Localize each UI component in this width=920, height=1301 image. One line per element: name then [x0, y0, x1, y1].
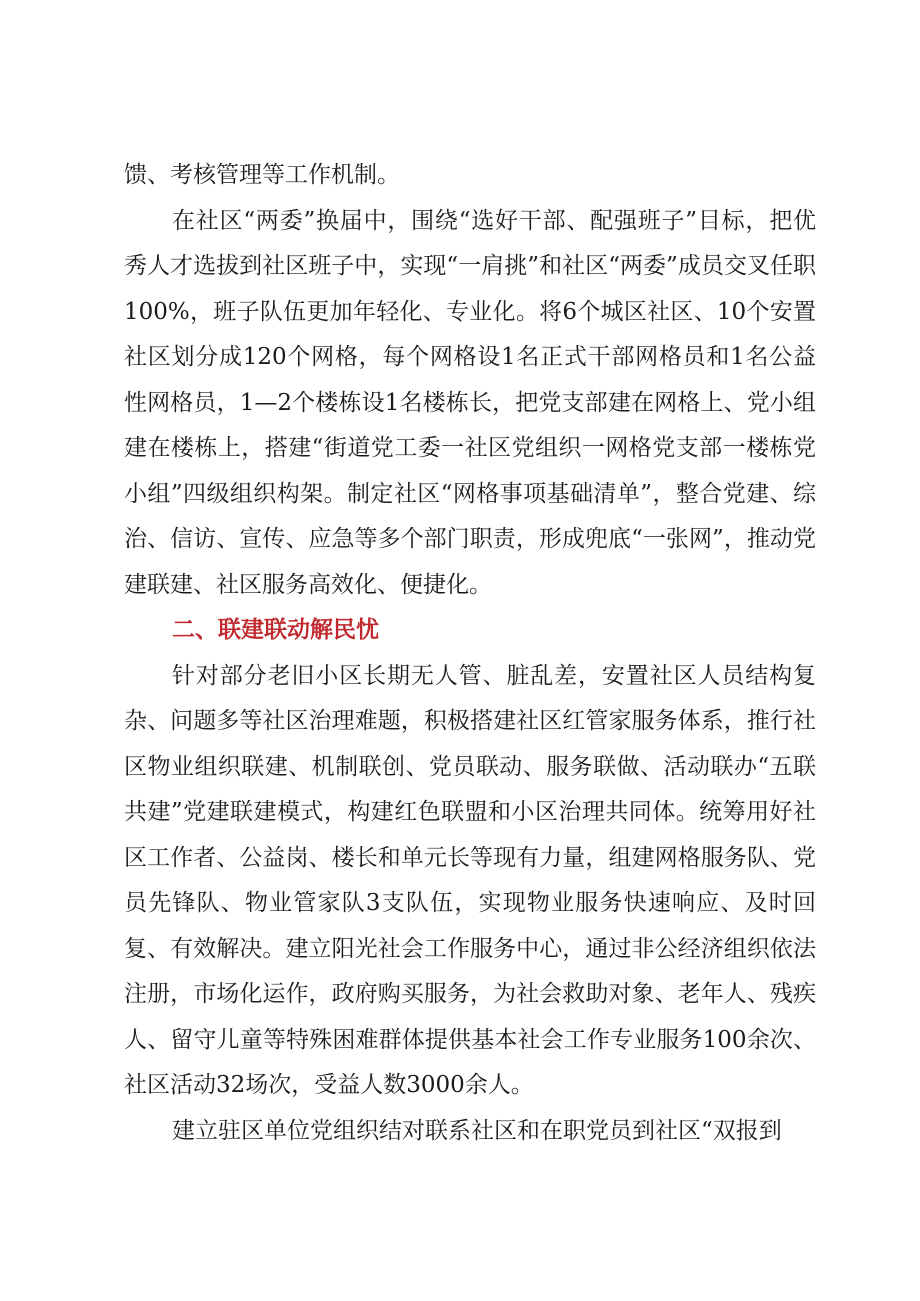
document-body — [124, 153, 816, 1154]
section-heading: 二、联建联动解民忧 — [172, 617, 379, 643]
paragraph-two-committees: 在社区“两委”换届中，围绕“选好干部、配强班子”目标，把优秀人才选拔到社区班子中，实现“一肩挑”和社区“两委”成员交叉任职100%，班子队伍更加年轻化、专业化。将6个城区社区、10个安置社区划分成120个网格，每个网格设1名正式干部网格员和1名公益性网格员，1—2个楼栋设1名楼栋长，把党支部建在网格上、党小组建在楼栋上，搭建“街道党工委一社区党组织一网格党支部一楼栋党小组”四级组织构架。制定社区“网格事项基础清单”，整合党建、综治、信访、宣传、应急等多个部门职责，形成兜底“一张网”，推动党建联建、社区服务高效化、便捷化。 — [124, 207, 816, 598]
paragraph-joint-building: 针对部分老旧小区长期无人管、脏乱差，安置社区人员结构复杂、问题多等社区治理难题，积极搭建社区红管家服务体系，推行社区物业组织联建、机制联创、党员联动、服务联做、活动联办“五联共建”党建联建模式，构建红色联盟和小区治理共同体。统筹用好社区工作者、公益岗、楼长和单元长等现有力量，组建网格服务队、党员先锋队、物业管家队3支队伍，实现物业服务快速响应、及时回复、有效解决。建立阳光社会工作服务中心，通过非公经济组织依法注册，市场化运作，政府购买服务，为社会救助对象、老年人、残疾人、留守儿童等特殊困难群体提供基本社会工作专业服务100余次、社区活动32场次，受益人数3000余人。 — [124, 662, 816, 1098]
paragraph-dual-report: 建立驻区单位党组织结对联系社区和在职党员到社区“双报到 — [172, 1117, 782, 1144]
paragraph-continuation: 馈、考核管理等工作机制。 — [124, 162, 400, 188]
